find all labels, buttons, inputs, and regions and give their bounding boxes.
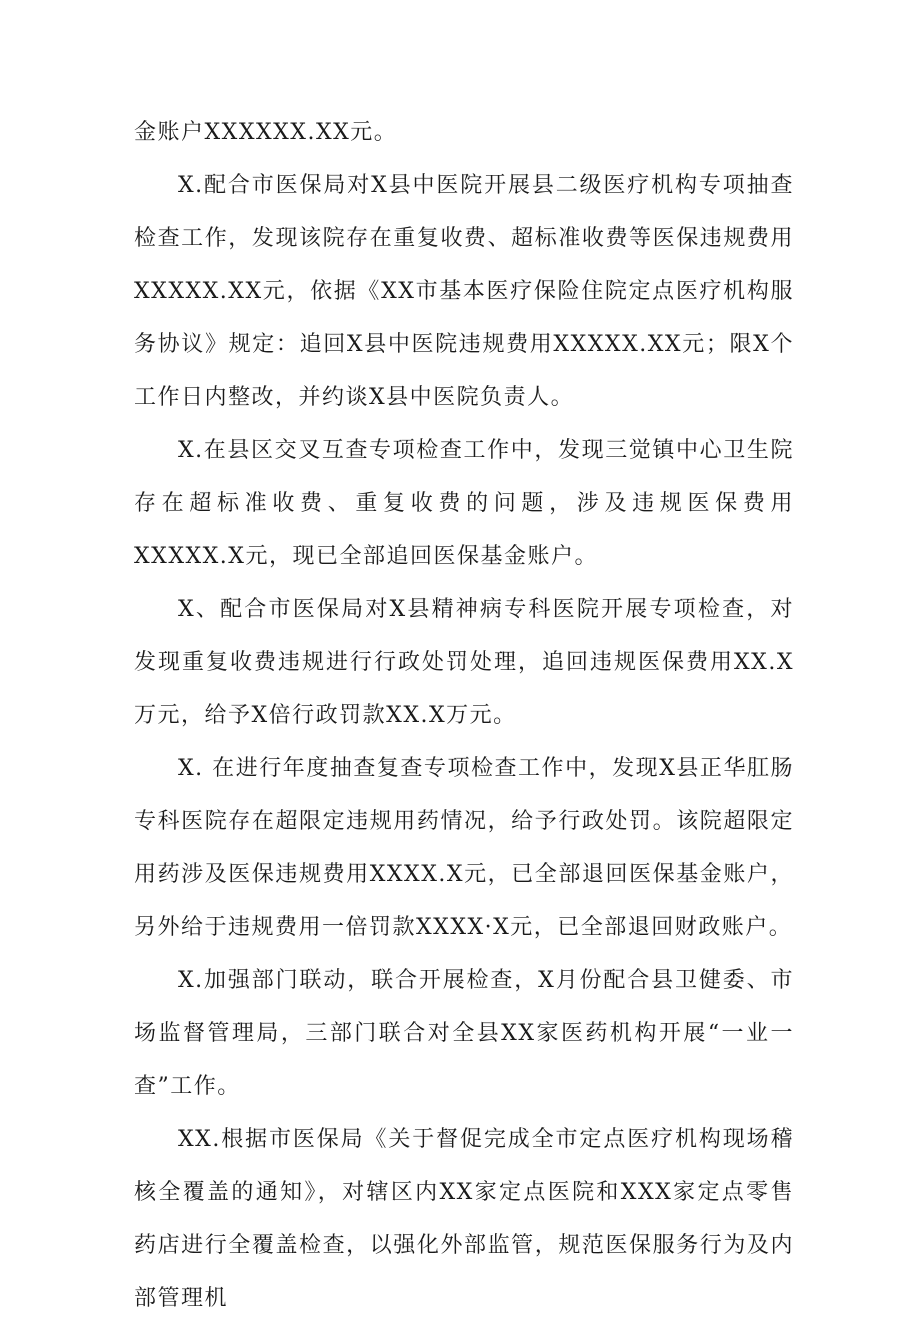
paragraph-4: X、配合市医保局对X县精神病专科医院开展专项检查，对发现重复收费违规进行行政处罚处理，追回违规医保费用XX.X万元，给予X倍行政罚款XX.X万元。 — [134, 597, 794, 728]
document-body — [134, 106, 794, 1325]
paragraph-1: 金账户XXXXXX.XX元。 — [134, 120, 398, 145]
paragraph-3: X.在县区交叉互查专项检查工作中，发现三觉镇中心卫生院存在超标准收费、重复收费的问题，涉及违规医保费用XXXXX.X元，现已全部追回医保基金账户。 — [134, 438, 794, 569]
paragraph-7: XX.根据市医保局《关于督促完成全市定点医疗机构现场稽核全覆盖的通知》，对辖区内XX家定点医院和XXX家定点零售药店进行全覆盖检查，以强化外部监管，规范医保服务行为及内部管理机 — [134, 1127, 794, 1311]
paragraph-2: X.配合市医保局对X县中医院开展县二级医疗机构专项抽查检查工作，发现该院存在重复收费、超标准收费等医保违规费用XXXXX.XX元，依据《XX市基本医疗保险住院定点医疗机构服务协议》规定：追回X县中医院违规费用XXXXX.XX元；限X个工作日内整改，并约谈X县中医院负责人。 — [134, 173, 794, 410]
paragraph-5: X. 在进行年度抽查复查专项检查工作中，发现X县正华肛肠专科医院存在超限定违规用药情况，给予行政处罚。该院超限定用药涉及医保违规费用XXXX.X元，已全部退回医保基金账户，另外给于违规费用一倍罚款XXXX·X元，已全部退回财政账户。 — [134, 756, 794, 940]
paragraph-6: X.加强部门联动，联合开展检查，X月份配合县卫健委、市场监督管理局，三部门联合对全县XX家医药机构开展“一业一查”工作。 — [134, 968, 794, 1099]
